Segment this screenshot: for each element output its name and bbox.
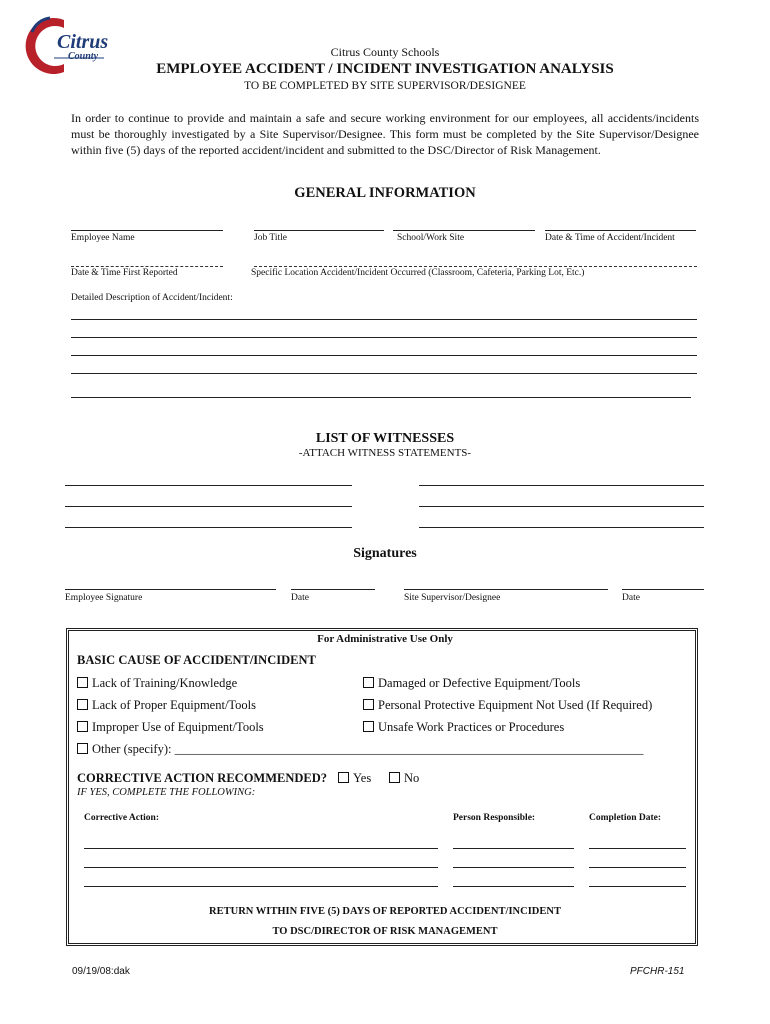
date-field[interactable]	[622, 589, 704, 590]
corrective-question: CORRECTIVE ACTION RECOMMENDED?	[77, 771, 328, 785]
checkbox[interactable]	[338, 772, 349, 783]
school-site-label: School/Work Site	[397, 233, 465, 243]
witnesses-heading: LIST OF WITNESSES	[315, 431, 455, 446]
option-ppe-not-used[interactable]	[363, 698, 652, 713]
signatures-heading: Signatures	[353, 546, 417, 561]
option-unsafe-practices[interactable]	[363, 720, 564, 735]
option-label: Personal Protective Equipment Not Used (If Required)	[378, 698, 653, 712]
witness-line[interactable]	[65, 506, 352, 507]
specific-location-field[interactable]	[254, 266, 697, 267]
basic-cause-heading: BASIC CAUSE OF ACCIDENT/INCIDENT	[77, 653, 316, 667]
date-label: Date	[291, 593, 309, 603]
completion-date-label: Completion Date:	[589, 813, 662, 823]
option-label: Yes	[353, 771, 372, 785]
checkbox[interactable]	[77, 677, 88, 688]
completion-date-field[interactable]	[589, 867, 686, 868]
logo-subtext: County	[68, 51, 99, 62]
corrective-action-field[interactable]	[84, 867, 438, 868]
employee-signature-label: Employee Signature	[65, 593, 143, 603]
person-responsible-field[interactable]	[453, 848, 574, 849]
form-title: EMPLOYEE ACCIDENT / INCIDENT INVESTIGATION ANALYSIS	[156, 61, 614, 77]
checkbox[interactable]	[363, 677, 374, 688]
intro-paragraph: In order to continue to provide and maintain a safe and secure working environment for our employees, all accidents/incidents must be thoroughly investigated by a Site Supervisor/Designee. This form must be completed by the Site Supervisor/Designee within five (5) days of the reported accident/incident and submitted to the DSC/Director of Risk Management.	[71, 111, 699, 157]
person-responsible-field[interactable]	[453, 886, 574, 887]
person-responsible-field[interactable]	[453, 867, 574, 868]
option-improper-use[interactable]	[77, 720, 264, 735]
option-yes[interactable]	[338, 771, 371, 786]
option-other[interactable]	[77, 742, 643, 757]
accident-datetime-field[interactable]	[545, 230, 696, 231]
corrective-action-label: Corrective Action:	[84, 813, 160, 823]
reported-datetime-label: Date & Time First Reported	[71, 268, 178, 278]
job-title-label: Job Title	[254, 233, 288, 243]
job-title-field[interactable]	[254, 230, 384, 231]
reported-datetime-field[interactable]	[71, 266, 223, 267]
option-label: Lack of Training/Knowledge	[92, 676, 238, 690]
checkbox[interactable]	[389, 772, 400, 783]
witness-line[interactable]	[65, 527, 352, 528]
option-label: Other (specify): ___________________________________________________________________________	[92, 742, 644, 756]
description-line[interactable]	[71, 373, 697, 374]
return-instruction: TO DSC/DIRECTOR OF RISK MANAGEMENT	[272, 926, 498, 937]
school-site-field[interactable]	[393, 230, 535, 231]
option-lack-training[interactable]	[77, 676, 237, 691]
description-label: Detailed Description of Accident/Incident:	[71, 293, 233, 303]
option-label: Lack of Proper Equipment/Tools	[92, 698, 257, 712]
date-field[interactable]	[291, 589, 375, 590]
description-line[interactable]	[71, 355, 697, 356]
admin-title: For Administrative Use Only	[317, 633, 453, 645]
general-info-heading: GENERAL INFORMATION	[294, 185, 476, 201]
org-name: Citrus County Schools	[330, 45, 440, 59]
description-line[interactable]	[71, 337, 697, 338]
employee-name-label: Employee Name	[71, 233, 135, 243]
option-label: No	[404, 771, 420, 785]
completion-date-field[interactable]	[589, 886, 686, 887]
employee-name-field[interactable]	[71, 230, 223, 231]
specific-location-label: Specific Location Accident/Incident Occurred (Classroom, Cafeteria, Parking Lot, Etc.)	[251, 268, 585, 278]
supervisor-signature-field[interactable]	[404, 589, 608, 590]
accident-datetime-label: Date & Time of Accident/Incident	[545, 233, 675, 243]
option-no[interactable]	[389, 771, 419, 786]
supervisor-signature-label: Site Supervisor/Designee	[404, 593, 501, 603]
form-subtitle: TO BE COMPLETED BY SITE SUPERVISOR/DESIGNEE	[244, 80, 526, 92]
option-lack-equipment[interactable]	[77, 698, 256, 713]
option-label: Unsafe Work Practices or Procedures	[378, 720, 565, 734]
corrective-action-field[interactable]	[84, 848, 438, 849]
checkbox[interactable]	[363, 721, 374, 732]
checkbox[interactable]	[77, 699, 88, 710]
completion-date-field[interactable]	[589, 848, 686, 849]
if-yes-note: IF YES, COMPLETE THE FOLLOWING:	[77, 787, 256, 798]
logo-text: Citrus	[57, 31, 109, 53]
option-damaged-equipment[interactable]	[363, 676, 580, 691]
option-label: Damaged or Defective Equipment/Tools	[378, 676, 581, 690]
description-line[interactable]	[71, 397, 691, 398]
date-label: Date	[622, 593, 640, 603]
option-label: Improper Use of Equipment/Tools	[92, 720, 264, 734]
witness-line[interactable]	[65, 485, 352, 486]
description-line[interactable]	[71, 319, 697, 320]
footer-date-code: 09/19/08:dak	[72, 966, 130, 977]
witnesses-subheading: -ATTACH WITNESS STATEMENTS-	[298, 447, 472, 459]
checkbox[interactable]	[77, 721, 88, 732]
checkbox[interactable]	[363, 699, 374, 710]
footer-form-number: PFCHR-151	[630, 966, 685, 977]
employee-signature-field[interactable]	[65, 589, 276, 590]
checkbox[interactable]	[77, 743, 88, 754]
return-instruction: RETURN WITHIN FIVE (5) DAYS OF REPORTED ACCIDENT/INCIDENT	[209, 906, 561, 917]
person-responsible-label: Person Responsible:	[453, 813, 536, 823]
witness-line[interactable]	[419, 506, 704, 507]
witness-line[interactable]	[419, 527, 704, 528]
corrective-action-field[interactable]	[84, 886, 438, 887]
witness-line[interactable]	[419, 485, 704, 486]
